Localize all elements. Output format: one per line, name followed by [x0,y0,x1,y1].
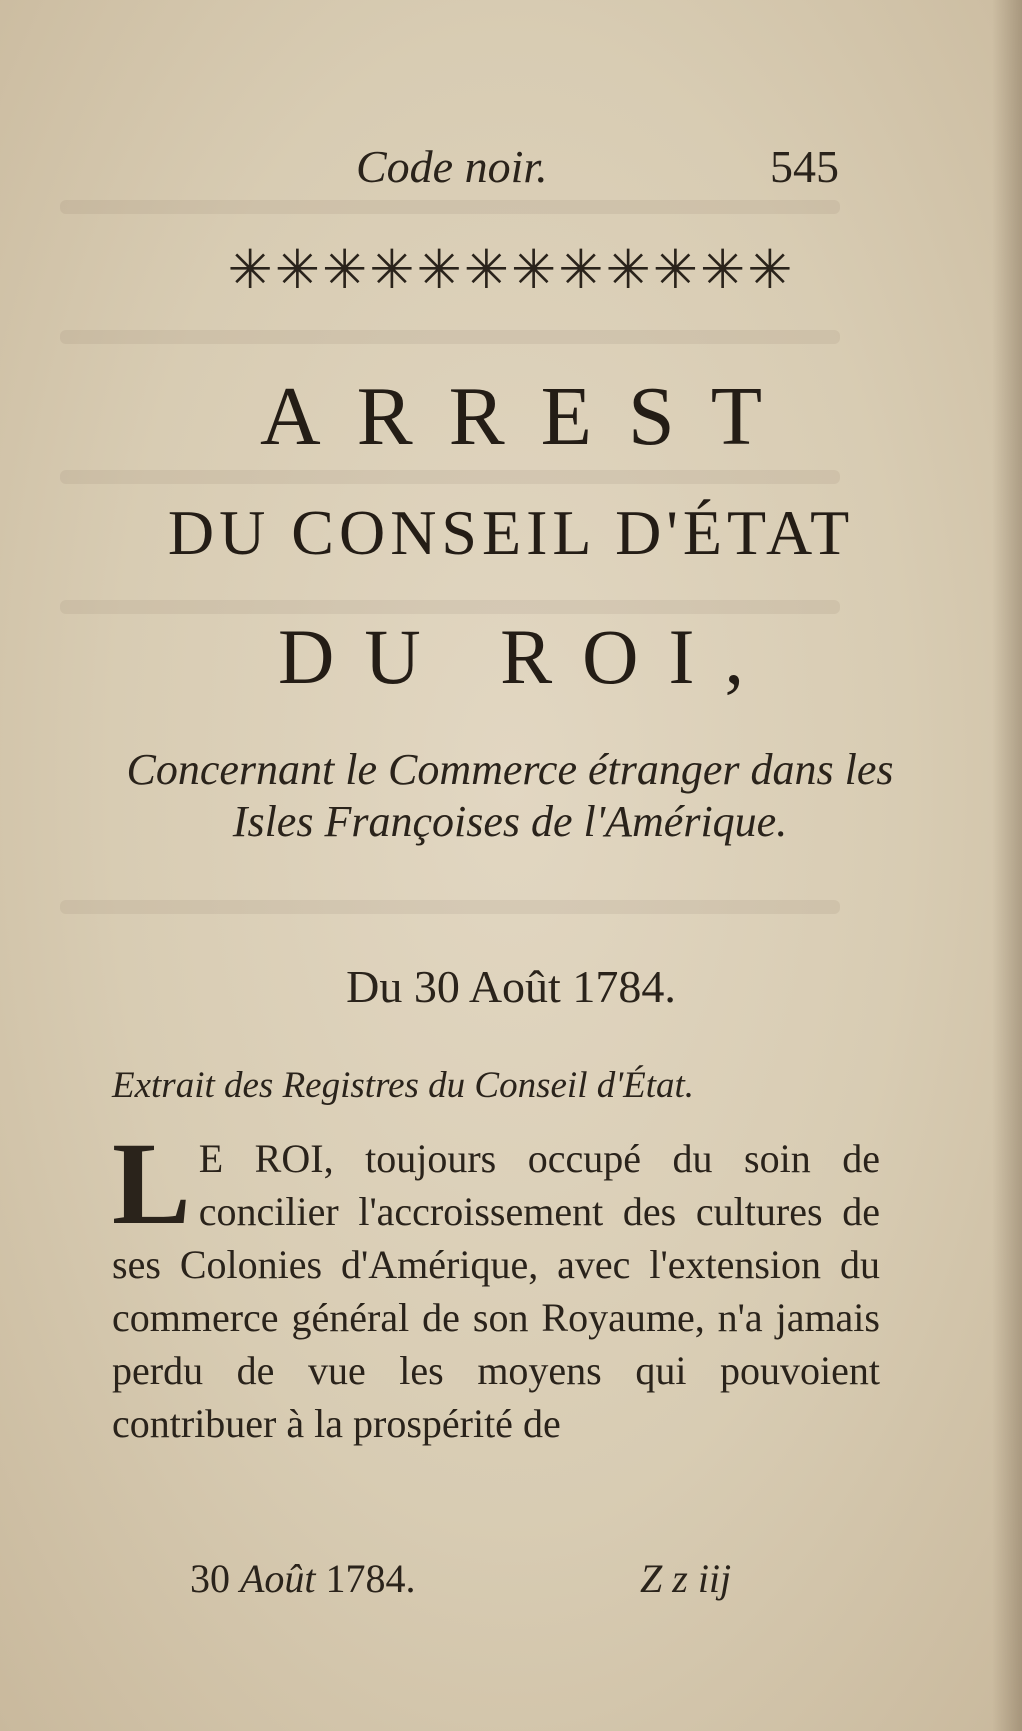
footer-date-month: Août [240,1556,316,1601]
decree-date: Du 30 Août 1784. [346,961,676,1012]
body-text: E ROI, toujours occupé du soin de concilier l'accroissement des cultures de ses Colonies d'Amérique, avec l'extension du commerce général de son Royaume, n'a jamais perdu de vue les moyens qui pouvoient contribuer à la prospérité de [112,1136,880,1446]
title-conseil: DU CONSEIL D'ÉTAT [167,497,855,568]
title-du-roi: DU ROI, [278,613,774,700]
subtitle: Concernant le Commerce étranger dans les Isles Françoises de l'Amérique. [126,745,894,846]
footer-date [190,1555,416,1602]
title-arrest: ARREST [259,370,799,463]
ornament-band: ✳✳✳✳✳✳✳✳✳✳✳✳ [227,238,795,301]
footer-date-day: 30 [190,1556,230,1601]
extract-line: Extrait des Registres du Conseil d'État. [112,1065,695,1106]
show-through-shadow [60,330,840,344]
show-through-shadow [60,900,840,914]
page-number: 545 [770,141,839,192]
body-paragraph [112,1118,880,1450]
footer-date-year: 1784. [325,1556,416,1601]
show-through-shadow [60,470,840,484]
drop-cap: L [112,1118,191,1249]
page-footer [0,1555,1022,1615]
running-header [0,140,1022,210]
running-title: Code noir. [356,141,548,192]
signature-mark: Z z iij [640,1556,732,1601]
